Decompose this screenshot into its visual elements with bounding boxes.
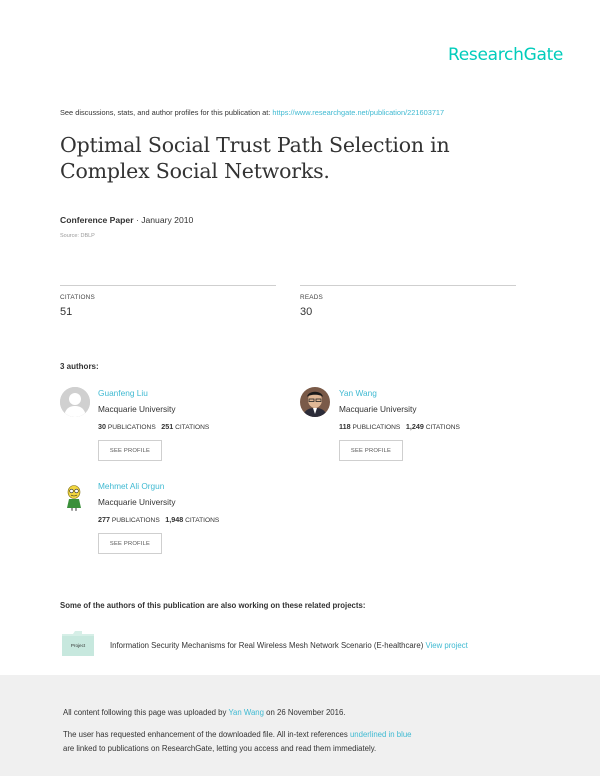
- author-name-mehmet-ali-orgun[interactable]: Mehmet Ali Orgun: [98, 481, 165, 491]
- publication-source: Source: DBLP: [60, 233, 95, 239]
- uploader-link[interactable]: Yan Wang: [228, 708, 264, 717]
- researchgate-logo[interactable]: ResearchGate: [448, 45, 564, 65]
- photo-avatar-icon[interactable]: [300, 387, 330, 417]
- related-projects-heading: Some of the authors of this publication are also working on these related projects:: [60, 601, 366, 610]
- publications-label: PUBLICATIONS: [111, 517, 160, 524]
- see-also-text: See discussions, stats, and author profiles for this publication at:: [60, 108, 273, 117]
- author-name-yan-wang[interactable]: Yan Wang: [339, 388, 377, 398]
- citations-label: CITATIONS: [60, 294, 95, 301]
- see-profile-button[interactable]: SEE PROFILE: [339, 440, 403, 461]
- upload-text-post: on 26 November 2016.: [263, 708, 346, 717]
- reads-value: 30: [300, 306, 313, 318]
- footer-panel: [0, 675, 600, 776]
- publications-label: PUBLICATIONS: [352, 424, 401, 431]
- authors-heading: 3 authors:: [60, 362, 99, 371]
- publications-count: 277: [98, 515, 110, 524]
- view-project-link[interactable]: View project: [425, 641, 468, 650]
- paper-title: Optimal Social Trust Path Selection in Complex Social Networks.: [60, 133, 450, 183]
- publication-url-link[interactable]: https://www.researchgate.net/publication/221603717: [272, 108, 445, 117]
- cartoon-avatar-icon[interactable]: [60, 481, 90, 511]
- author-stats: [98, 515, 219, 524]
- default-avatar-icon[interactable]: [60, 387, 90, 417]
- author-name-guanfeng-liu[interactable]: Guanfeng Liu: [98, 388, 148, 398]
- see-also-line: [60, 108, 444, 117]
- citations-label: CITATIONS: [425, 424, 460, 431]
- citations-count: 1,948: [165, 515, 184, 524]
- publication-type-line: [60, 215, 193, 225]
- reads-divider: [300, 285, 516, 286]
- project-icon-label: Project: [70, 643, 86, 648]
- reads-label: READS: [300, 294, 324, 301]
- footer-upload-line: [63, 708, 345, 717]
- related-project-line: [110, 641, 468, 650]
- author-stats: [339, 422, 460, 431]
- publications-label: PUBLICATIONS: [107, 424, 156, 431]
- enhancement-text: The user has requested enhancement of the downloaded file. All in-text references: [63, 730, 350, 739]
- citations-count: 1,249: [405, 422, 424, 431]
- author-affiliation: Macquarie University: [98, 497, 176, 507]
- see-profile-button[interactable]: SEE PROFILE: [98, 440, 162, 461]
- publication-type: Conference Paper: [60, 215, 134, 225]
- publications-count: 118: [339, 422, 351, 431]
- publication-date: · January 2010: [133, 215, 194, 225]
- project-folder-icon[interactable]: [62, 631, 94, 656]
- underlined-in-blue-link[interactable]: underlined in blue: [349, 730, 412, 739]
- citations-value: 51: [60, 306, 73, 318]
- footer-enhancement-line: [63, 730, 412, 739]
- publications-count: 30: [98, 422, 106, 431]
- see-profile-button[interactable]: SEE PROFILE: [98, 533, 162, 554]
- citations-divider: [60, 285, 276, 286]
- author-stats: [98, 422, 209, 431]
- citations-count: 251: [161, 422, 174, 431]
- citations-label: CITATIONS: [185, 517, 220, 524]
- footer-linked-line: are linked to publications on ResearchGate, letting you access and read them immediately.: [63, 744, 377, 753]
- upload-text-pre: All content following this page was uploaded by: [63, 708, 229, 717]
- citations-label: CITATIONS: [175, 424, 210, 431]
- author-affiliation: Macquarie University: [339, 404, 417, 414]
- author-affiliation: Macquarie University: [98, 404, 176, 414]
- project-title: Information Security Mechanisms for Real Wireless Mesh Network Scenario (E-healthcare): [110, 641, 426, 650]
